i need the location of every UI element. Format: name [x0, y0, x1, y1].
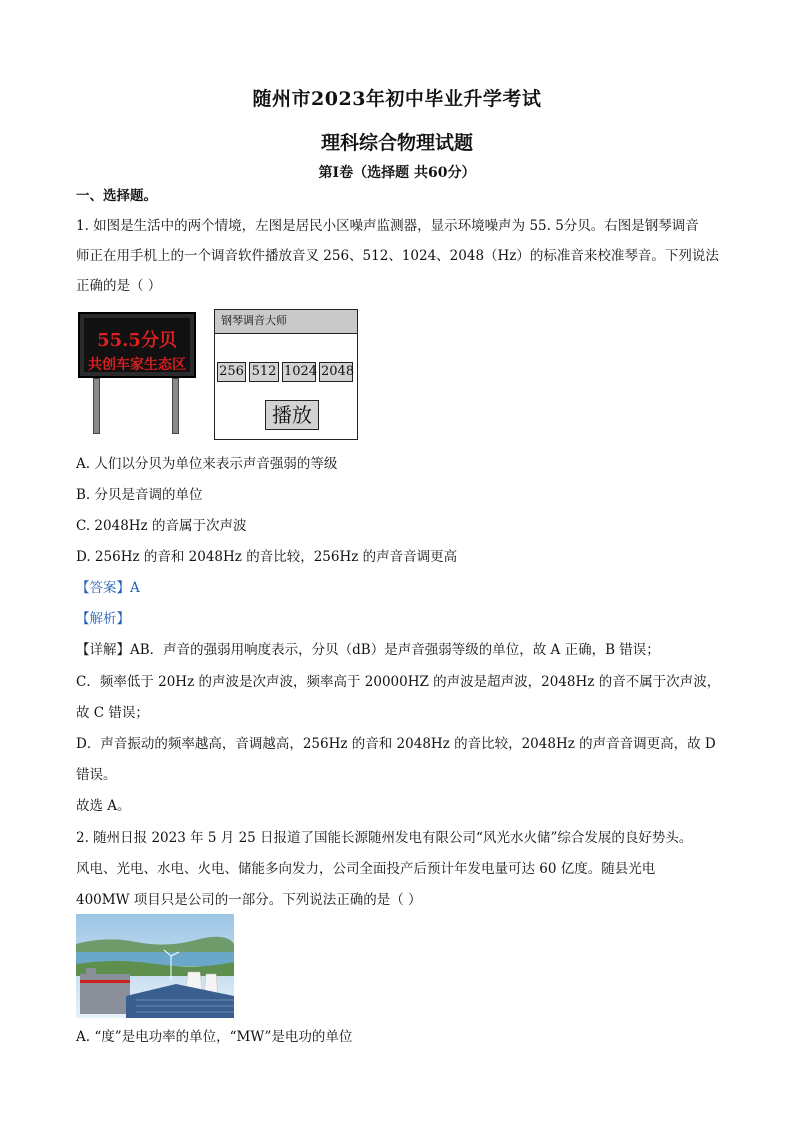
q2-stem-line1: 2. 随州日报 2023 年 5 月 25 日报道了国能长源随州发电有限公司“风光水火储”综合发展的良好势头。 — [76, 830, 693, 846]
q1-option-a: A. 人们以分贝为单位来表示声音强弱的等级 — [76, 456, 338, 472]
q1-answer: 【答案】A — [76, 580, 140, 596]
q2-stem-line2: 风电、光电、水电、火电、储能多向发力，公司全面投产后预计年发电量可达 60 亿度。随县光电 — [76, 861, 656, 877]
noise-monitor-sign — [78, 312, 196, 378]
q1-stem-line3: 正确的是（ ） — [76, 278, 162, 294]
tuning-app-figure — [214, 309, 358, 440]
sign-slogan: 共创车家生态区 — [88, 357, 186, 373]
frequency-keys — [217, 362, 353, 382]
exam-subtitle: 理科综合物理试题 — [320, 132, 473, 154]
play-button-drawing: 播放 — [265, 400, 319, 430]
q2-option-a: A. “度”是电功率的单位，“MW”是电功的单位 — [76, 1029, 353, 1045]
q1-option-c: C. 2048Hz 的音属于次声波 — [76, 518, 247, 534]
q1-detail-line1: 【详解】AB．声音的强弱用响度表示，分贝（dB）是声音强弱等级的单位，故 A 正确，B 错误； — [76, 642, 660, 658]
q1-detail-line4: D．声音振动的频率越高，音调越高，256Hz 的音和 2048Hz 的音比较，2048Hz 的声音音调更高，故 D — [76, 736, 716, 752]
sign-post-right — [172, 378, 179, 434]
key-512: 512 — [249, 362, 279, 382]
sign-post-left — [93, 378, 100, 434]
sign-screen — [84, 318, 190, 372]
q1-detail-line6: 故选 A。 — [76, 798, 131, 814]
q1-option-b: B. 分贝是音调的单位 — [76, 487, 203, 503]
key-2048: 2048 — [319, 362, 353, 382]
q1-stem-line2: 师正在用手机上的一个调音软件播放音叉 256、512、1024、2048（Hz）的标准音来校准琴音。下列说法 — [76, 248, 719, 264]
key-1024: 1024 — [282, 362, 316, 382]
q1-detail-line3: 故 C 错误； — [76, 705, 149, 721]
q1-option-d: D. 256Hz 的音和 2048Hz 的音比较，256Hz 的声音音调更高 — [76, 549, 458, 565]
q2-stem-line3: 400MW 项目只是公司的一部分。下列说法正确的是（ ） — [76, 892, 422, 908]
exam-title: 随州市2023年初中毕业升学考试 — [252, 88, 542, 110]
section-heading: 第Ⅰ卷（选择题 共60分） — [318, 165, 476, 181]
q1-analysis-label: 【解析】 — [76, 611, 130, 627]
section-label: 一、选择题。 — [76, 188, 157, 204]
power-plant-photo — [76, 914, 234, 1018]
key-256: 256 — [217, 362, 246, 382]
power-plant-illustration — [76, 914, 234, 1018]
q1-detail-line2: C．频率低于 20Hz 的声波是次声波，频率高于 20000HZ 的声波是超声波，2048Hz 的音不属于次声波， — [76, 674, 721, 690]
q1-stem-line1: 1. 如图是生活中的两个情境，左图是居民小区噪声监测器，显示环境噪声为 55. 5分贝。右图是钢琴调音 — [76, 218, 699, 234]
noise-reading: 55.5分贝 — [97, 330, 177, 351]
app-title: 钢琴调音大师 — [215, 310, 357, 334]
q1-detail-line5: 错误。 — [76, 767, 117, 783]
